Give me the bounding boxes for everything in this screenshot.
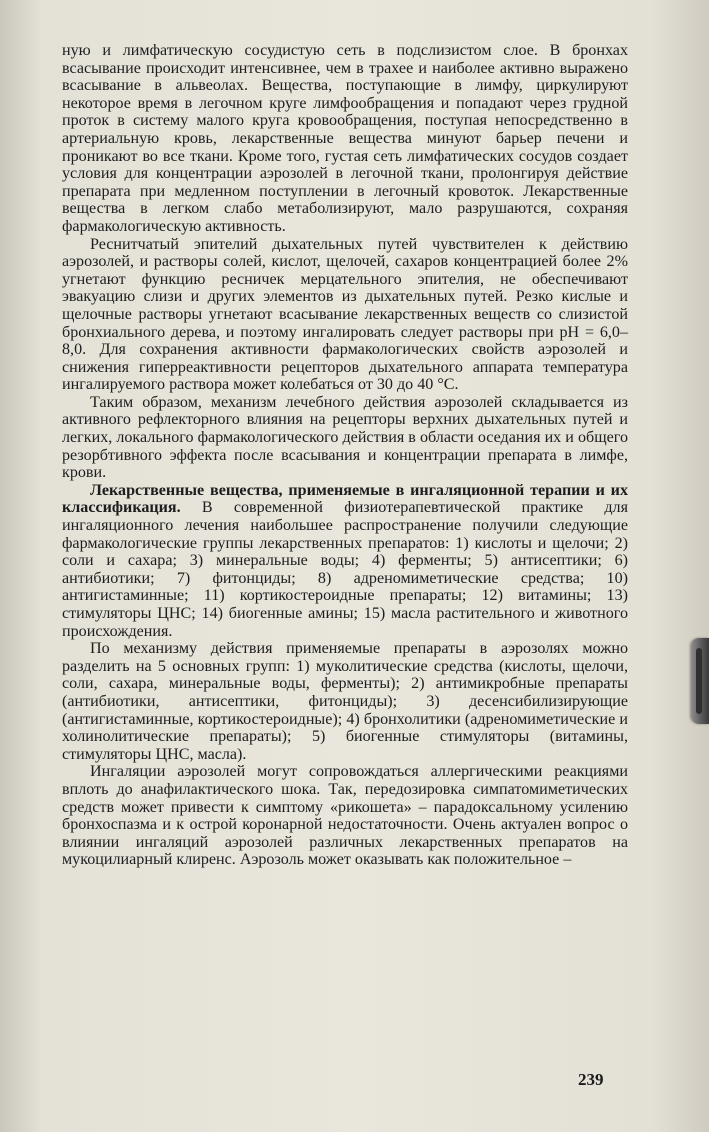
binder-clip-slot (696, 648, 702, 714)
paragraph-5 (62, 640, 628, 763)
binder-clip-icon (691, 638, 709, 724)
paragraph-6 (62, 763, 628, 869)
paragraph-5-text: По механизму действия применяемые препараты в аэрозолях можно разделить на 5 основных групп: 1) муколитические средства (кислоты, щелочи, соли, сахара, минеральные воды, ферменты); 2) антимикробные препараты (антибиотики, антисептики, фитонциды); 3) десенсибилизирующие (антигистаминные, кортикостероидные); 4) бронхолитики (адреномиметические и холинолитические препараты); 5) биогенные стимуляторы (витамины, стимуляторы ЦНС, масла). (62, 640, 628, 763)
body-text (62, 42, 628, 869)
paragraph-3-text: Таким образом, механизм лечебного действия аэрозолей складывается из активного рефлекторного влияния на рецепторы верхних дыхательных путей и легких, локального фармакологического действия в области оседания их и общего резорбтивного эффекта после всасывания и концентрации препарата в лимфе, крови. (62, 393, 628, 482)
paragraph-4-text: В современной физиотерапевтической практике для ингаляционного лечения наибольшее распространение получили следующие фармакологические группы лекарственных препаратов: 1) кислоты и щелочи; 2) соли и сахара; 3) минеральные воды; 4) ферменты; 5) антисептики; 6) антибиотики; 7) фитонциды; 8) адреномиметические средства; 10) антигистаминные; 11) кортикостероидные препараты; 12) витамины; 13) стимуляторы ЦНС; 14) биогенные амины; 15) масла растительного и животного происхождения. (62, 499, 628, 640)
paragraph-4 (62, 482, 628, 640)
paragraph-2-text: Реснитчатый эпителий дыхательных путей чувствителен к действию аэрозолей, и растворы солей, кислот, щелочей, сахаров концентрацией более 2% угнетают функцию ресничек мерцательного эпителия, не обеспечивают эвакуацию слизи и других элементов из дыхательных путей. Резко кислые и щелочные растворы угнетают всасывание лекарственных веществ со слизистой бронхиального дерева, и поэтому ингалировать следует растворы при pH = 6,0–8,0. Для сохранения активности фармакологических свойств аэрозолей и снижения гиперреактивности рецепторов дыхательного аппарата температура ингалируемого раствора может колебаться от 30 до 40 °С. (62, 235, 628, 394)
paragraph-3 (62, 394, 628, 482)
page-number: 239 (578, 1070, 604, 1089)
paragraph-1-text: ную и лимфатическую сосудистую сеть в подслизистом слое. В бронхах всасывание происходит интенсивнее, чем в трахее и наиболее активно выражено всасывание в альвеолах. Вещества, поступающие в лимфу, циркулируют некоторое время в легочном круге лимфообращения и попадают через грудной проток в систему малого круга кровообращения, поступая непосредственно в артериальную кровь, лекарственные вещества минуют барьер печени и проникают во все ткани. Кроме того, густая сеть лимфатических сосудов создает условия для концентрации аэрозолей в легочной ткани, пролонгируя действие препарата при медленном поступлении в легочный кровоток. Лекарственные вещества в легком слабо метаболизируют, мало разрушаются, сохраняя фармакологическую активность. (62, 42, 628, 235)
paragraph-6-text: Ингаляции аэрозолей могут сопровождаться аллергическими реакциями вплоть до анафилактического шока. Так, передозировка симпатомиметических средств может привести к симптому «рикошета» – парадоксальному усилению бронхоспазма и к острой коронарной недостаточности. Очень актуален вопрос о влиянии ингаляций аэрозолей различных лекарственных препаратов на мукоцилиарный клиренс. Аэрозоль может оказывать как положительное – (62, 763, 628, 869)
paragraph-1 (62, 42, 628, 236)
paragraph-2 (62, 236, 628, 394)
section-heading: Лекарственные вещества, применяемые в ингаляционной терапии и их классификация. (62, 481, 628, 517)
